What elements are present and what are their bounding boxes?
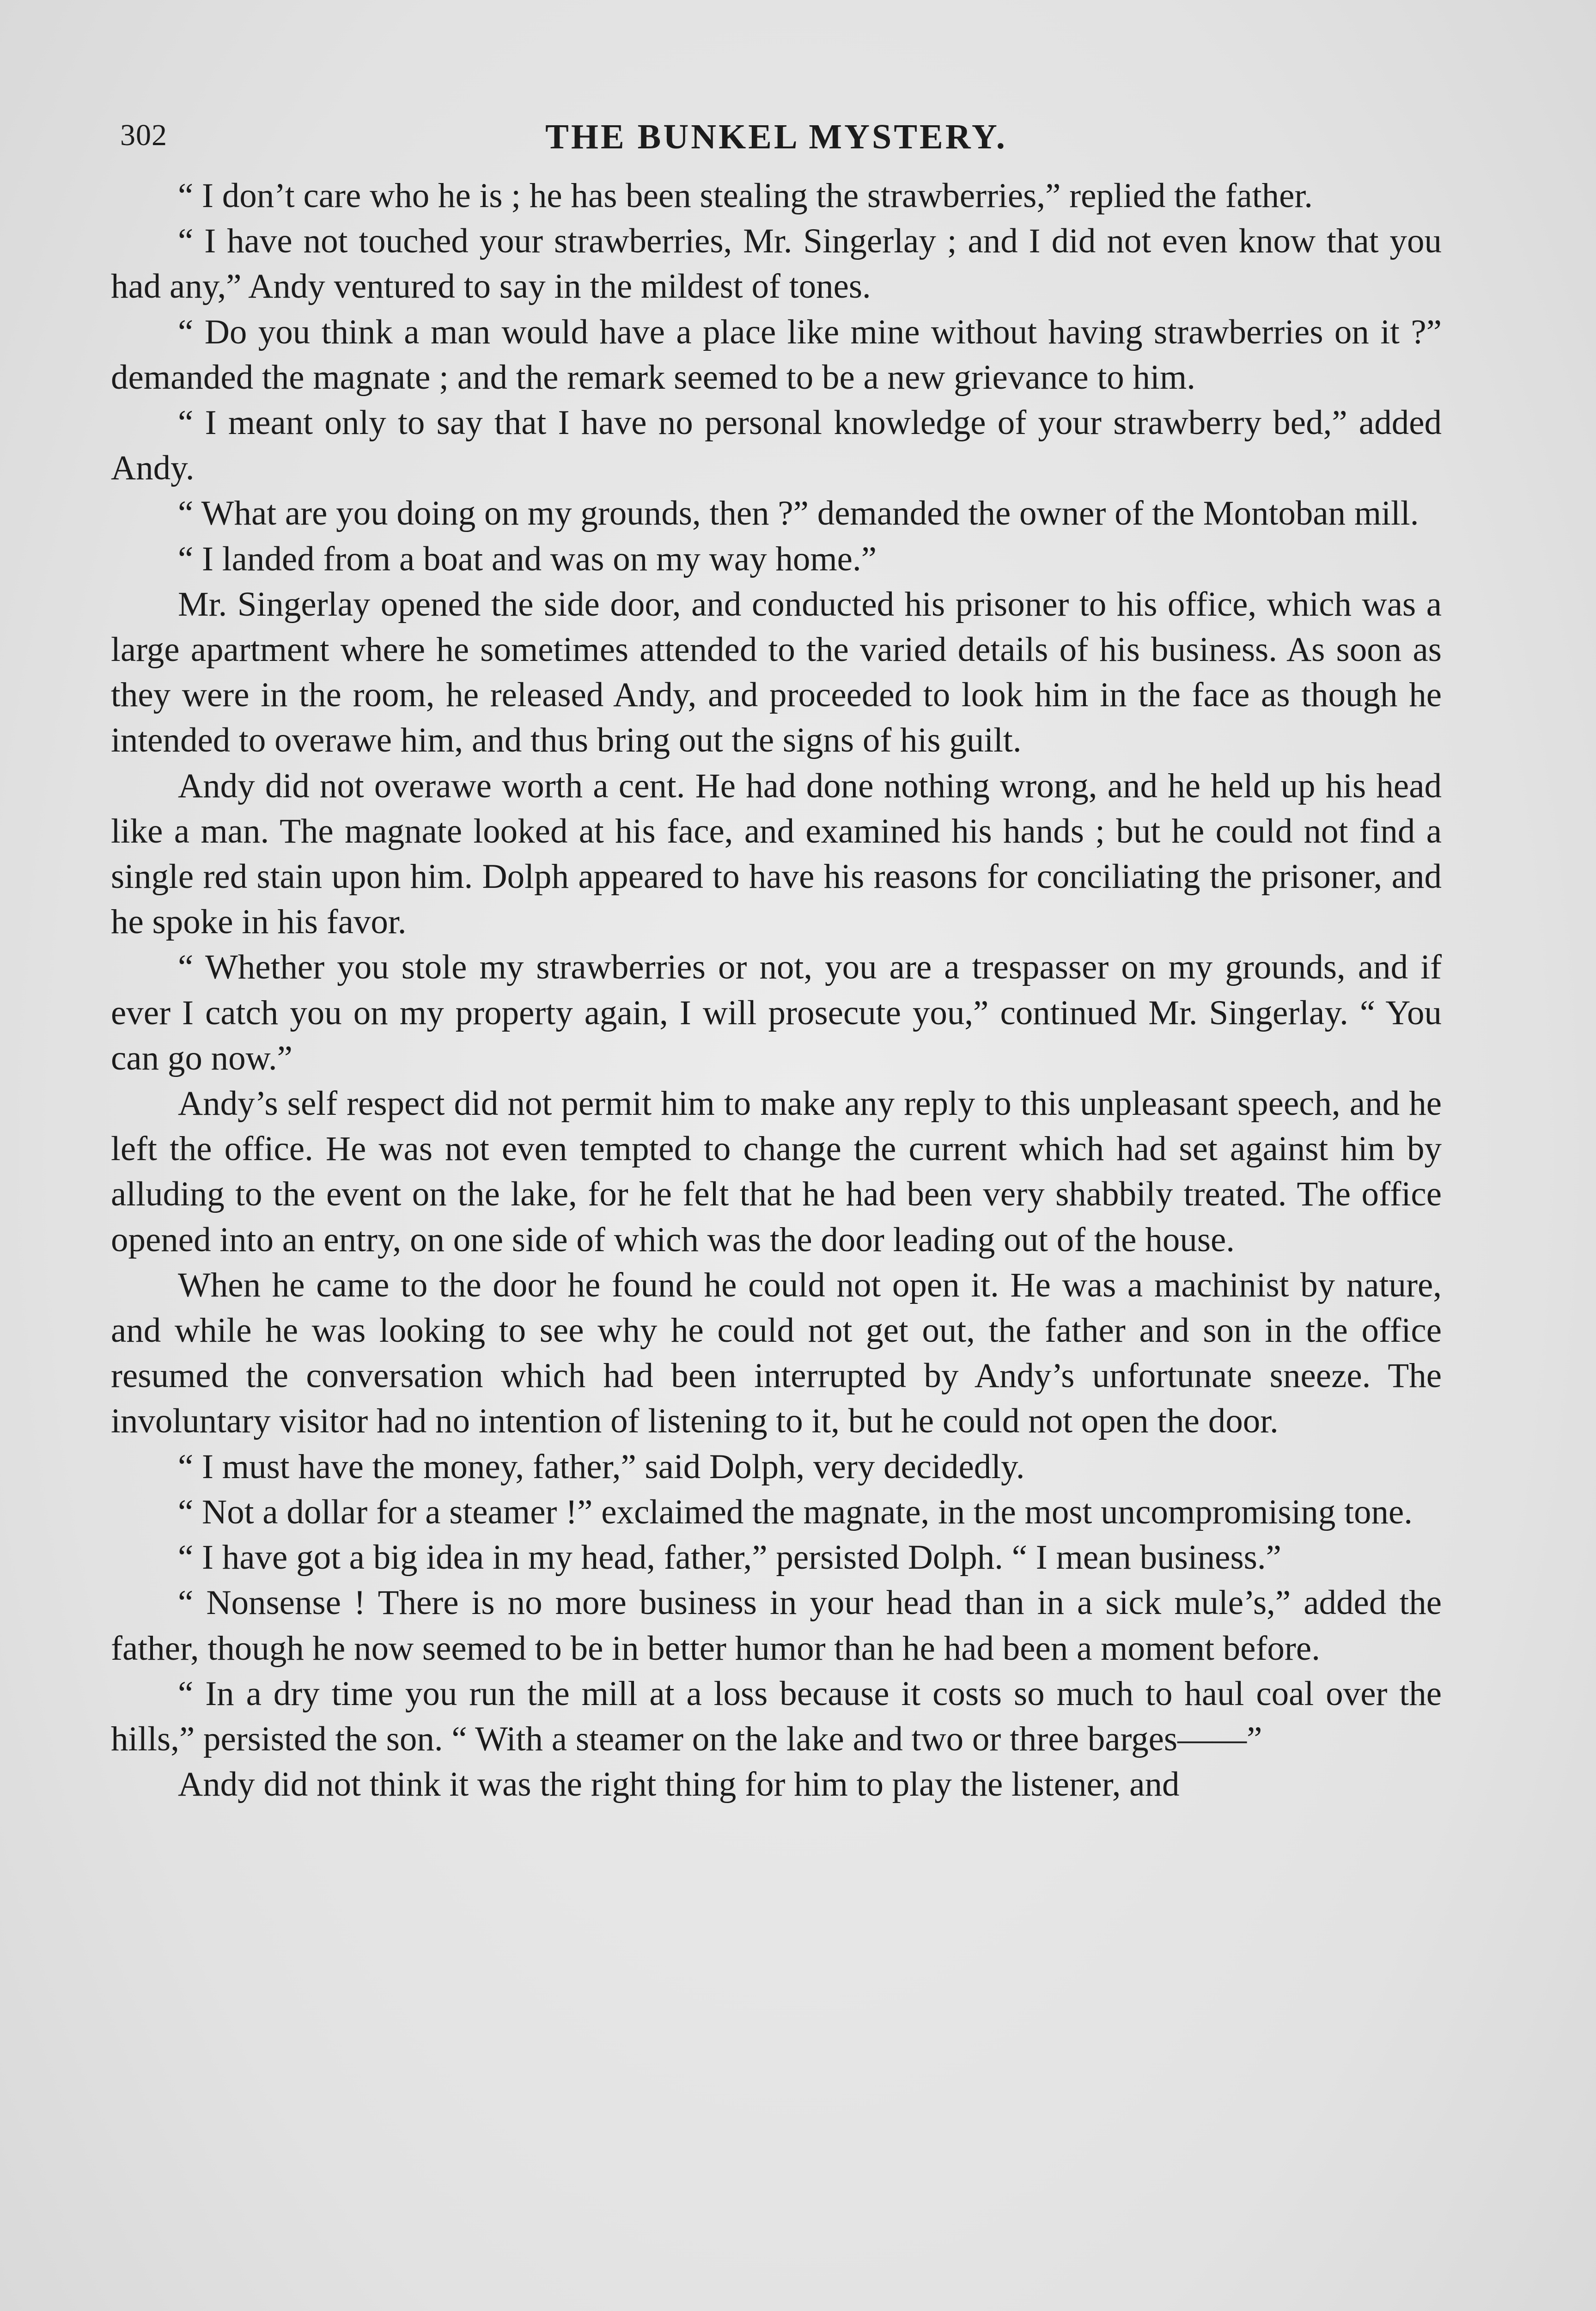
paragraph: When he came to the door he found he could not open it. He was a machinist by nature, and while he was looking to see why he could not get out, the father and son in the office resumed the conversation which had been interrupted by Andy’s unfortunate sneeze. The involuntary visitor had no intention of listening to it, but he could not open the door.: [111, 1266, 1442, 1441]
paragraph: “ What are you doing on my grounds, then ?” demanded the owner of the Montoban mill.: [178, 494, 1419, 533]
paragraph: “ I meant only to say that I have no personal knowledge of your strawberry bed,” added Andy.: [111, 404, 1442, 488]
body-text: [111, 173, 1442, 1807]
paragraph: Andy did not overawe worth a cent. He had done nothing wrong, and he held up his head like a man. The magnate looked at his face, and examined his hands ; but he could not find a single red stain upon him. Dolph appeared to have his reasons for conciliating the prisoner, and he spoke in his favor.: [111, 766, 1442, 942]
paragraph: “ Nonsense ! There is no more business in your head than in a sick mule’s,” added the father, though he now seemed to be in better humor than he had been a moment before.: [111, 1583, 1442, 1668]
page-header: [111, 109, 1442, 164]
paragraph: “ I must have the money, father,” said Dolph, very decidedly.: [178, 1447, 1025, 1486]
paragraph: “ I have not touched your strawberries, Mr. Singerlay ; and I did not even know that you had any,” Andy ventured to say in the mildest of tones.: [111, 222, 1442, 306]
paragraph: “ In a dry time you run the mill at a loss because it costs so much to haul coal over the hills,” persisted the son. “ With a steamer on the lake and two or three barges——”: [111, 1674, 1442, 1758]
page-number: 302: [120, 118, 167, 152]
paragraph: “ I don’t care who he is ; he has been stealing the strawberries,” replied the father.: [178, 177, 1313, 215]
paragraph: “ Not a dollar for a steamer !” exclaimed the magnate, in the most uncompromising tone.: [178, 1492, 1413, 1531]
paragraph: “ I landed from a boat and was on my way home.”: [178, 539, 877, 578]
paragraph: “ Whether you stole my strawberries or not, you are a trespasser on my grounds, and if ever I catch you on my property again, I will prosecute you,” continued Mr. Singerlay. “ You can go now.”: [111, 948, 1442, 1077]
running-title: THE BUNKEL MYSTERY.: [545, 117, 1007, 156]
paragraph: Andy’s self respect did not permit him to make any reply to this unpleasant speech, and he left the office. He was not even tempted to change the current which had set against him by alluding to the event on the lake, for he felt that he had been very shabbily treated. The office opened into an entry, on one side of which was the door leading out of the house.: [111, 1084, 1442, 1259]
paragraph: “ Do you think a man would have a place like mine without having strawberries on it ?” demanded the magnate ; and the remark seemed to be a new grievance to him.: [111, 312, 1442, 397]
paragraph: Mr. Singerlay opened the side door, and conducted his prisoner to his office, which was a large apartment where he sometimes attended to the varied details of his business. As soon as they were in the room, he released Andy, and proceeded to look him in the face as though he intended to overawe him, and thus bring out the signs of his guilt.: [111, 585, 1442, 760]
paragraph: Andy did not think it was the right thing for him to play the listener, and: [178, 1765, 1180, 1804]
paragraph: “ I have got a big idea in my head, father,” persisted Dolph. “ I mean business.”: [178, 1538, 1281, 1577]
